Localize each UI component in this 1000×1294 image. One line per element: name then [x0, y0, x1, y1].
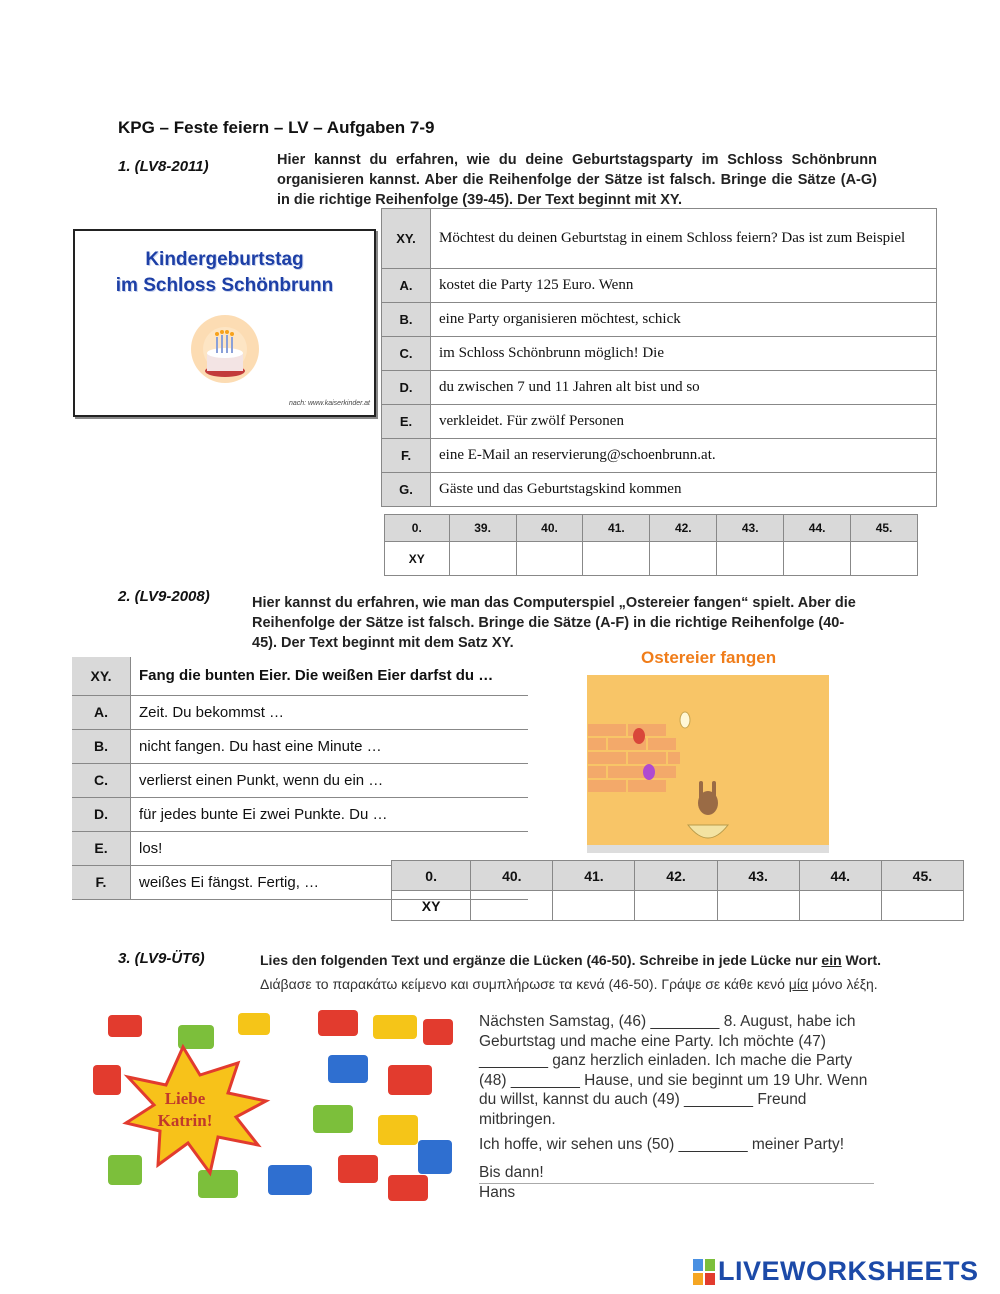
- invitation-card-image: [88, 1005, 456, 1208]
- table-row: [382, 269, 937, 303]
- answer-input-41[interactable]: [553, 891, 635, 921]
- birthday-image: [73, 229, 376, 417]
- exercise-3-number: 3. (LV9-ÜT6): [118, 950, 205, 967]
- answer-header: 41.: [553, 861, 635, 891]
- answer-input-44[interactable]: [784, 542, 851, 576]
- table-row: [72, 797, 528, 831]
- exercise-3-instruction-el: Διάβασε το παρακάτω κείμενο και συμπλήρωσε τα κενά (46-50). Γράψε σε κάθε κενό μία μόνο λέξη.: [260, 976, 878, 992]
- letter-closing: Bis dann!: [479, 1163, 874, 1184]
- liveworksheets-logo-icon: [693, 1259, 715, 1285]
- table-row: [382, 439, 937, 473]
- exercise-1-instruction: Hier kannst du erfahren, wie du deine Geburtstagsparty im Schloss Schönbrunn organisieren kannst. Aber die Reihenfolge der Sätze ist falsch. Bringe die Sätze (A-G) in die richtige Reihenfolge (39-45). Der Text beginnt mit XY.: [277, 152, 877, 208]
- brand-name: LIVEWORKSHEETS: [718, 1256, 979, 1286]
- row-text: verkleidet. Für zwölf Personen: [431, 405, 937, 439]
- row-text: eine E-Mail an reservierung@schoenbrunn.at.: [431, 439, 937, 473]
- answer-header: 43.: [717, 515, 784, 542]
- row-text: Möchtest du deinen Geburtstag in einem Schloss feiern? Das ist zum Beispiel: [431, 209, 937, 269]
- row-label: B.: [382, 303, 431, 337]
- table-row: [382, 303, 937, 337]
- letter-paragraph-1: Nächsten Samstag, (46) ________ 8. August, habe ich Geburtstag und mache eine Party. Ich möchte (47) ________ ganz herzlich einladen. Ich mache die Party (48) ________ Hause, und sie beginnt um 19 Uhr. Wenn du willst, kannst du auch (49) ________ Freund mitbringen.: [479, 1013, 868, 1128]
- answer-input-43[interactable]: [717, 542, 784, 576]
- row-text: du zwischen 7 und 11 Jahren alt bist und so: [431, 371, 937, 405]
- answer-header: 0.: [392, 861, 471, 891]
- row-text: weißes Ei fängst. Fertig, …: [131, 865, 529, 899]
- row-label: C.: [72, 763, 131, 797]
- table-row: [72, 729, 528, 763]
- row-label: E.: [382, 405, 431, 439]
- row-text: Zeit. Du bekommst …: [131, 695, 529, 729]
- exercise-1-sentences-table: [381, 208, 937, 507]
- liveworksheets-logo: [693, 1256, 979, 1287]
- table-row: [382, 371, 937, 405]
- row-label: XY.: [72, 657, 131, 695]
- row-label: G.: [382, 473, 431, 507]
- exercise-2-instruction: Hier kannst du erfahren, wie man das Computerspiel „Ostereier fangen“ spielt. Aber die Reihenfolge der Sätze ist falsch. Bringe die Sätze (A-F) in die richtige Reihenfolge (40-45). Der Text beginnt mit dem Satz XY.: [252, 595, 856, 651]
- table-row: [382, 337, 937, 371]
- answer-input-45[interactable]: [881, 891, 963, 921]
- answer-header: 42.: [650, 515, 717, 542]
- row-text: im Schloss Schönbrunn möglich! Die: [431, 337, 937, 371]
- table-row: [72, 657, 528, 695]
- row-label: E.: [72, 831, 131, 865]
- row-label: XY.: [382, 209, 431, 269]
- exercise-2-answer-table: [391, 860, 964, 921]
- answer-header: 42.: [635, 861, 717, 891]
- birthday-cake-icon: [185, 307, 265, 387]
- card-greeting: Liebe Katrin!: [157, 1089, 213, 1130]
- row-label: C.: [382, 337, 431, 371]
- image-title-line1: Kindergeburtstag: [145, 249, 304, 270]
- row-label: D.: [382, 371, 431, 405]
- answer-input-40[interactable]: [471, 891, 553, 921]
- letter-paragraph-2: Ich hoffe, wir sehen uns (50) ________ meiner Party!: [479, 1136, 845, 1153]
- table-row: [382, 209, 937, 269]
- row-text: los!: [131, 831, 529, 865]
- row-label: A.: [72, 695, 131, 729]
- row-text: eine Party organisieren möchtest, schick: [431, 303, 937, 337]
- table-row: [72, 695, 528, 729]
- row-text: verlierst einen Punkt, wenn du ein …: [131, 763, 529, 797]
- answer-input-42[interactable]: [635, 891, 717, 921]
- row-text: kostet die Party 125 Euro. Wenn: [431, 269, 937, 303]
- answer-header: 0.: [385, 515, 450, 542]
- row-label: B.: [72, 729, 131, 763]
- answer-input-43[interactable]: [717, 891, 799, 921]
- answer-input-42[interactable]: [650, 542, 717, 576]
- answer-header: 45.: [881, 861, 963, 891]
- row-text: nicht fangen. Du hast eine Minute …: [131, 729, 529, 763]
- row-text: Fang die bunten Eier. Die weißen Eier darfst du …: [131, 657, 529, 695]
- answer-header: 39.: [449, 515, 516, 542]
- row-label: A.: [382, 269, 431, 303]
- game-title: Ostereier fangen: [641, 648, 777, 667]
- exercise-2-number: 2. (LV9-2008): [118, 588, 210, 605]
- row-text: für jedes bunte Ei zwei Punkte. Du …: [131, 797, 529, 831]
- table-row: [382, 405, 937, 439]
- answer-cell: XY: [385, 542, 450, 576]
- table-row: [382, 473, 937, 507]
- image-title-line2: im Schloss Schönbrunn: [115, 275, 334, 296]
- answer-header: 40.: [471, 861, 553, 891]
- row-label: D.: [72, 797, 131, 831]
- answer-header: 45.: [851, 515, 918, 542]
- page-title: KPG – Feste feiern – LV – Aufgaben 7-9: [118, 118, 435, 137]
- answer-input-39[interactable]: [449, 542, 516, 576]
- row-text: Gäste und das Geburtstagskind kommen: [431, 473, 937, 507]
- answer-input-41[interactable]: [583, 542, 650, 576]
- table-row: [72, 763, 528, 797]
- row-label: F.: [382, 439, 431, 473]
- letter-signature: Hans: [479, 1184, 516, 1201]
- exercise-1-number: 1. (LV8-2011): [118, 158, 209, 175]
- answer-input-44[interactable]: [799, 891, 881, 921]
- row-label: F.: [72, 865, 131, 899]
- image-credit: nach: www.kaiserkinder.at: [288, 400, 370, 407]
- answer-header: 43.: [717, 861, 799, 891]
- exercise-3-instruction-de: Lies den folgenden Text und ergänze die Lücken (46-50). Schreibe in jede Lücke nur ein Wort.: [260, 952, 882, 968]
- answer-header: 44.: [784, 515, 851, 542]
- answer-cell: XY: [392, 891, 471, 921]
- answer-header: 44.: [799, 861, 881, 891]
- answer-header: 40.: [516, 515, 583, 542]
- answer-input-40[interactable]: [516, 542, 583, 576]
- exercise-1-answer-table: [384, 514, 918, 576]
- easter-game-image: [587, 675, 829, 853]
- answer-input-45[interactable]: [851, 542, 918, 576]
- answer-header: 41.: [583, 515, 650, 542]
